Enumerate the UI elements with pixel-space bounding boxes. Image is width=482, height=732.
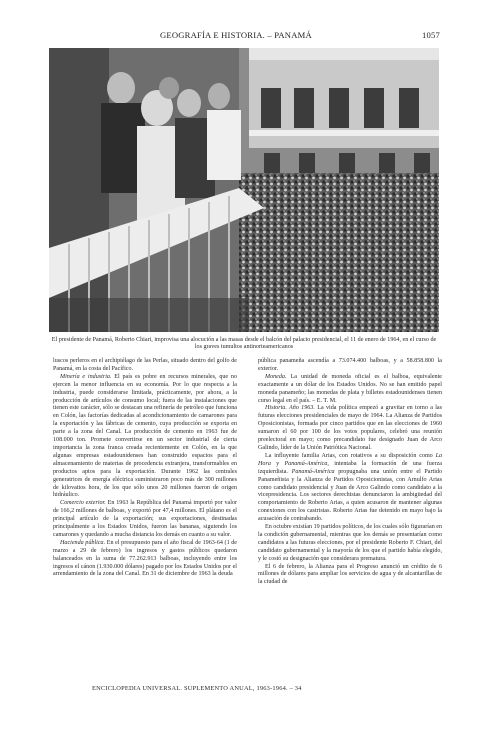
right-column bbox=[258, 358, 442, 587]
paragraph: La influyente familia Arias, con rotativos a su disposición como La Hora y Panamá-América, intentaba la formación de una fuerza izquierdista. Panamá-América propugnaba una unión entre el Partido Panameñista y la Alianza de Partidos Oposicionistas, con Arnulfo Arias como candidato presidencial y Juan de Arco Galindo como candidato a la vicepresidencia. Los sectores derechistas denunciaron la ambigüedad del comportamiento de Roberto Arias, a quien acusaron de mantener algunas conexiones con los castristas. Roberto Arias fue detenido en mayo bajo la acusación de contrabando. bbox=[258, 452, 442, 523]
page-header bbox=[48, 30, 440, 44]
section-heading: Minería e industria. bbox=[60, 373, 112, 380]
paragraph: Comercio exterior. En 1963 la República del Panamá importó por valor de 166,2 millones de balboas, y exportó por 47,4 millones. El plátano es el principal artículo de la exportación; sus exportaciones, destinadas principalmente a los Estados Unidos, fueron las bananas, siguiendo los camarones y quedando a mucha distancia los demás en cuanto a su valor. bbox=[53, 500, 238, 538]
left-column bbox=[53, 358, 237, 579]
paragraph: En octubre existían 19 partidos políticos, de los cuales sólo figurarían en la condición gubernamental, mientras que los demás se presentarían como candidatos a las futuras elecciones, por el presidente Roberto F. Chiari, del candidato gubernamental y la mayoría de los que el partido había elegido, y le costó su designación que considerara prematura. bbox=[258, 524, 443, 562]
news-photo bbox=[49, 48, 439, 332]
page-number: 1057 bbox=[422, 30, 440, 40]
paragraph: Moneda. La unidad de moneda oficial es el balboa, equivalente exactamente a un dólar de los Estados Unidos. No se han emitido papel moneda panameño; las monedas de plata y billetes estadounidenses tienen curso legal en el país. – E. T. M. bbox=[258, 373, 442, 404]
section-heading: Comercio exterior. bbox=[60, 500, 106, 507]
photo-caption: El presidente de Panamá, Roberto Chiari, improvisa una alocución a las masas desde el balcón del palacio presidencial, el 11 de enero de 1964, en el curso de los graves tumultos antinorteamericanos bbox=[51, 337, 437, 351]
paragraph: pública panameña ascendía a 73.074.400 balboas, y a 58.858.800 la exterior. bbox=[258, 358, 442, 372]
paragraph: El 6 de febrero, la Alianza para el Progreso anunció un crédito de 6 millones de dólares para ampliar los servicios de agua y de alcantarillas de la ciudad de bbox=[258, 563, 442, 586]
section-heading: Hacienda pública. bbox=[60, 539, 106, 546]
paragraph: Minería e industria. El país es pobre en recursos minerales, que no ejercen la menor influencia en su economía. Por lo que respecta a la industria, puede considerarse limitada, prácticamente, por ahora, a la producción de artículos de consumo local; fuera de las instalaciones que tienen este carácter, sólo se destacan una refinería de petróleo que funciona en Colón, las factorías dedicadas al acondicionamiento de camarones para la exportación y las fábricas de cemento, cuya producción se exporta en parte a la zona del Canal. La producción de cemento en 1963 fue de 108.000 ton. Promete convertirse en un sector industrial de cierta importancia la zona franca creada recientemente en Colón, en la que algunas empresas estadounidenses han construido espacios para el almacenamiento de materias de procedencia extranjera, transformables en productos aptos para la exportación. Durante 1962 las centrales generatrices de energía eléctrica suministraron poco más de 300 millones de kilovatios hora, de los que sólo unos 20 millones fueron de origen hidráulico. bbox=[53, 373, 238, 499]
section-heading: Historia. Año 1963. bbox=[265, 405, 315, 412]
paragraph: Hacienda pública. En el presupuesto para el año fiscal de 1963-64 (1 de marzo a 29 de febrero) los ingresos y gastos públicos quedaron balanceados en la suma de 77.262.913 balboas, incluyendo entre los ingresos el cánon (1.930.000 dólares) pagado por los Estados Unidos por el arrendamiento de la zona del Canal. En 31 de diciembre de 1963 la deuda bbox=[53, 539, 237, 578]
section-heading: Moneda. bbox=[265, 373, 287, 380]
page-footer: ENCICLOPEDIA UNIVERSAL. SUPLEMENTO ANUAL, 1963-1964. – 34 bbox=[92, 685, 302, 692]
paragraph: luscos perleros en el archipiélago de las Perlas, situado dentro del golfo de Panamá, en la costa del Pacífico. bbox=[53, 358, 237, 372]
paragraph: Historia. Año 1963. La vida política empezó a gravitar en torno a las futuras elecciones presidenciales de mayo de 1964. La Alianza de Partidos Oposicionistas, formada por cinco partidos que en las elecciones de 1960 sumaron el 60 por 100 de los votos populares, celebró una reunión preelectoral en mayo; como precandidato fue designado Juan de Arco Galindo, líder de la Unión Patriótica Nacional. bbox=[258, 405, 442, 451]
running-title: GEOGRAFÍA E HISTORIA. – PANAMÁ bbox=[160, 30, 312, 40]
